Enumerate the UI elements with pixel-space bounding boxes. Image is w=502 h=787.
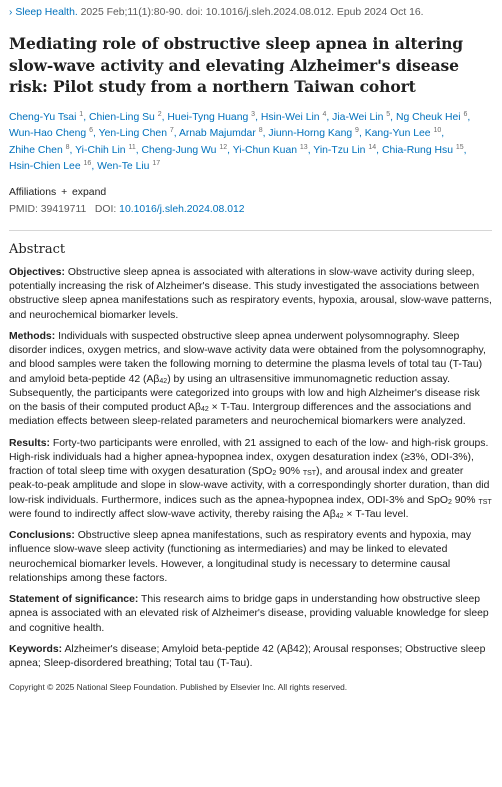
affiliation-number[interactable]: 6: [89, 127, 94, 135]
affiliation-number[interactable]: 8: [258, 127, 263, 135]
affiliation-number[interactable]: 11: [128, 143, 136, 151]
author-list: Cheng-Yu Tsai $^1$, Chien-Ling Su $^2$, Huei-Tyng Huang $^3$, Hsin-Wei Lin $^4$, Jia-Wei Lin $^5$, Ng Cheuk Hei $^6$, Wun-Hao Cheng $^6$, Yen-Ling Chen $^7$, Arnab Majumdar $^8$, Jiunn-Horng Kang $^9$, Kang-Yun Lee $^{10}$, Zhihe Chen $^8$, Yi-Chih Lin $^{11}$, Cheng-Jung Wu $^{12}$, Yi-Chun Kuan $^{13}$, Yin-Tzu Lin $^{14}$, Chia-Rung Hsu $^{15}$, Hsin-Chien Lee $^{16}$, Wen-Te Liu $^{17}$: [9, 110, 471, 173]
affiliation-number[interactable]: 12: [219, 143, 228, 151]
affiliation-number[interactable]: 4: [322, 110, 327, 118]
author-link[interactable]: [313, 145, 376, 156]
author-name[interactable]: Chia-Rung Hsu: [381, 144, 453, 156]
conclusions-label: Conclusions:: [9, 530, 75, 542]
affiliation-number[interactable]: 16: [83, 160, 92, 168]
author-name[interactable]: Hsin-Chien Lee: [9, 161, 81, 173]
affiliation-number[interactable]: 10: [433, 127, 442, 135]
keywords-text: Alzheimer's disease; Amyloid beta-peptide 42 (Aβ42); Arousal responses; Obstructive sleep apnea; Sleep-disordered breathing; Total tau (T-Tau).: [9, 643, 486, 670]
author-name[interactable]: Hsin-Wei Lin: [260, 111, 320, 123]
results-subscript: TST: [302, 470, 317, 478]
author-link[interactable]: [268, 128, 359, 139]
affiliation-number[interactable]: 14: [368, 143, 377, 151]
results-subscript: 42: [335, 512, 344, 520]
affiliation-number[interactable]: 3: [251, 110, 256, 118]
affiliation-number[interactable]: 13: [299, 143, 308, 151]
plus-icon: +: [61, 186, 68, 198]
chevron-right-icon: ›: [9, 7, 13, 18]
citation-details: 2025 Feb;11(1):80-90. doi: 10.1016/j.sleh.2024.08.012. Epub 2024 Oct 16.: [77, 7, 424, 18]
methods-text-c: × T-Tau. Intergroup differences and the associations and mediation effects between sleep-related parameters and neurochemical biomarkers were analyzed.: [9, 402, 472, 428]
expand-label: expand: [72, 186, 107, 198]
affiliation-number[interactable]: 7: [169, 127, 174, 135]
abstract-conclusions: [9, 529, 492, 586]
journal-link[interactable]: Sleep Health.: [15, 7, 78, 18]
keywords-label: Keywords:: [9, 643, 63, 655]
results-text-c: ), and arousal index and greater peak-to-peak amplitude and slope in slow-wave activity, with a correspondingly shorter duration, than did low-risk individuals. Furthermore, indices such as the apnea-hypopnea index, ODI-3% and SpO: [9, 466, 490, 506]
author-link[interactable]: [9, 112, 83, 123]
author-link[interactable]: [382, 145, 464, 156]
author-name[interactable]: Huei-Tyng Huang: [167, 111, 249, 123]
abstract-body: [9, 266, 492, 672]
author-name[interactable]: Yin-Tzu Lin: [313, 144, 366, 156]
author-link[interactable]: [365, 128, 442, 139]
author-link[interactable]: [9, 128, 93, 139]
results-subscript: 2: [447, 498, 452, 506]
author-name[interactable]: Yen-Ling Chen: [98, 128, 167, 140]
identifiers: [9, 203, 492, 217]
abstract-significance: [9, 593, 492, 636]
methods-text-b: ) by using an ultrasensitive immunomagnetic reduction assay. Subsequently, the participants were categorized into groups with low and high Alzheimer's disease risk on the basis of their computed product Aβ: [9, 373, 480, 414]
affiliations-label: Affiliations: [9, 186, 57, 198]
results-subscript: 2: [272, 470, 277, 478]
results-text-b: 90%: [276, 466, 303, 478]
copyright-notice: Copyright © 2025 National Sleep Foundation. Published by Elsevier Inc. All rights reserved.: [9, 682, 348, 693]
results-text-f: × T-Tau level.: [343, 508, 409, 520]
author-link[interactable]: [332, 112, 390, 123]
author-link[interactable]: [261, 112, 327, 123]
author-link[interactable]: [142, 145, 228, 156]
author-link[interactable]: [75, 145, 136, 156]
author-name[interactable]: Wen-Te Liu: [97, 161, 150, 173]
author-link[interactable]: [179, 128, 263, 139]
author-name[interactable]: Kang-Yun Lee: [364, 128, 431, 140]
affiliation-number[interactable]: 15: [455, 143, 464, 151]
results-text-a: Forty-two participants were enrolled, with 21 assigned to each of the low- and high-risk groups. High-risk individuals had a higher apnea-hypopnea index, oxygen desaturation index (≥3%, ODI-3%), fraction of total sleep time with oxygen desaturation (SpO: [9, 437, 489, 478]
objectives-text: Obstructive sleep apnea is associated with alterations in slow-wave activity during sleep, potentially increasing the risk of Alzheimer's disease. This study investigated the associations between obstructive sleep apnea manifestations such as respiratory events, hypoxia, arousal, slow-wave patterns, and neurochemical biomarker levels.: [9, 266, 492, 321]
affiliation-number[interactable]: 6: [463, 110, 468, 118]
methods-subscript: 42: [159, 377, 168, 385]
affiliation-number[interactable]: 17: [152, 160, 161, 168]
affiliation-number[interactable]: 5: [386, 110, 391, 118]
results-label: Results:: [9, 437, 50, 449]
article-title: Mediating role of obstructive sleep apnea in altering slow-wave activity and elevating Alzheimer's disease risk: Pilot study from a northern Taiwan cohort: [9, 34, 464, 96]
author-link[interactable]: [9, 145, 70, 156]
author-name[interactable]: Yi-Chih Lin: [75, 144, 126, 156]
conclusions-text: Obstructive sleep apnea manifestations, such as respiratory events and hypoxia, may influence slow-wave sleep activity (functioning as intermediaries) and may be linked to elevated neurochemical biomarker levels. However, a longitudinal study is necessary to determine causal relationships among these factors.: [9, 530, 472, 584]
affiliation-number[interactable]: 2: [157, 110, 162, 118]
author-name[interactable]: Jiunn-Horng Kang: [268, 128, 353, 140]
author-name[interactable]: Arnab Majumdar: [178, 128, 256, 140]
author-name[interactable]: Yi-Chun Kuan: [232, 144, 298, 156]
results-text-e: were found to indirectly affect slow-wave activity, thereby raising the Aβ: [9, 508, 336, 520]
methods-text-a: Individuals with suspected obstructive sleep apnea underwent polysomnography. Sleep disorder indices, oxygen metrics, and slow-wave activity data were obtained from the polysomnography, and blood samples were taken the following morning to determine the plasma levels of total tau (T-Tau) and amyloid beta-peptide 42 (Aβ: [9, 330, 486, 385]
author-link[interactable]: [167, 112, 255, 123]
abstract-keywords: [9, 643, 492, 672]
methods-subscript: 42: [200, 406, 209, 414]
abstract-results: [9, 437, 492, 523]
author-name[interactable]: Ng Cheuk Hei: [395, 111, 461, 123]
affiliation-number[interactable]: 1: [79, 110, 84, 118]
affiliation-number[interactable]: 8: [65, 143, 70, 151]
author-name[interactable]: Cheng-Yu Tsai: [9, 111, 77, 123]
abstract-methods: [9, 330, 492, 430]
author-link[interactable]: [9, 161, 91, 172]
divider: [9, 230, 492, 231]
author-name[interactable]: Zhihe Chen: [9, 144, 63, 156]
pmid-label: PMID:: [9, 203, 38, 215]
author-name[interactable]: Chien-Ling Su: [88, 111, 155, 123]
results-subscript: TST: [478, 498, 492, 506]
citation-line: [9, 6, 492, 20]
pmid-value: 39419711: [40, 203, 87, 215]
author-link[interactable]: [99, 128, 174, 139]
doi-link[interactable]: 10.1016/j.sleh.2024.08.012: [119, 203, 245, 215]
significance-label: Statement of significance:: [9, 594, 139, 606]
author-link[interactable]: [233, 145, 308, 156]
doi-label: DOI:: [94, 203, 117, 215]
affiliations-toggle[interactable]: [9, 186, 492, 200]
author-link[interactable]: [97, 161, 160, 172]
methods-label: Methods:: [9, 330, 56, 342]
abstract-objectives: [9, 266, 492, 323]
affiliation-number[interactable]: 9: [355, 127, 359, 135]
abstract-heading: Abstract: [9, 241, 66, 257]
author-link[interactable]: [396, 112, 467, 123]
author-name[interactable]: Cheng-Jung Wu: [141, 144, 217, 156]
results-text-d: 90%: [451, 494, 479, 506]
author-name[interactable]: Wun-Hao Cheng: [9, 128, 87, 140]
objectives-label: Objectives:: [9, 266, 66, 278]
author-name[interactable]: Jia-Wei Lin: [332, 111, 384, 123]
author-link[interactable]: [89, 112, 162, 123]
significance-text: This research aims to bridge gaps in understanding how obstructive sleep apnea is associated with an elevated risk of Alzheimer's disease, providing valuable knowledge for sleep and cognitive health.: [9, 594, 489, 634]
